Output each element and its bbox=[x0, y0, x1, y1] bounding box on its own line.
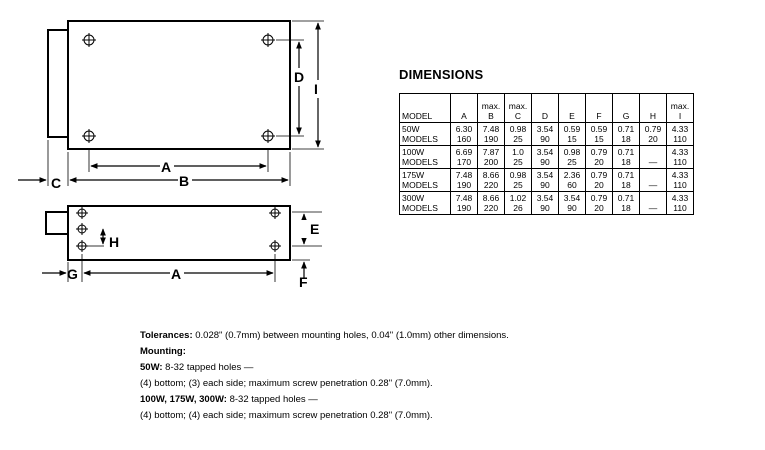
model-cell: 50W MODELS bbox=[400, 123, 451, 146]
model-cell: 100W MODELS bbox=[400, 146, 451, 169]
value-cell: 4.33 110 bbox=[667, 169, 694, 192]
value-cell: 2.36 60 bbox=[559, 169, 586, 192]
value-cell: 0.79 20 bbox=[586, 146, 613, 169]
label-e: E bbox=[310, 221, 320, 237]
dimensions-table bbox=[399, 93, 694, 215]
label-c: C bbox=[51, 175, 62, 191]
header-cell: A bbox=[451, 94, 478, 123]
value-cell: — bbox=[640, 192, 667, 215]
top-view-body bbox=[68, 21, 290, 149]
top-view-side-flange bbox=[48, 30, 68, 137]
label-b: B bbox=[179, 173, 190, 189]
value-cell: — bbox=[640, 169, 667, 192]
label-d: D bbox=[294, 69, 305, 85]
value-cell: 7.87 200 bbox=[478, 146, 505, 169]
value-cell: 0.59 15 bbox=[559, 123, 586, 146]
model-cell: 300W MODELS bbox=[400, 192, 451, 215]
value-cell: 3.54 90 bbox=[532, 192, 559, 215]
notes-block bbox=[140, 328, 509, 424]
value-cell: 7.48 190 bbox=[451, 192, 478, 215]
label-h: H bbox=[109, 234, 120, 250]
label-i: I bbox=[314, 81, 318, 97]
mounting-line-100w: 100W, 175W, 300W: 8-32 tapped holes — bbox=[140, 394, 318, 405]
table-header-row bbox=[400, 94, 694, 123]
value-cell: 0.71 18 bbox=[613, 123, 640, 146]
header-cell: G bbox=[613, 94, 640, 123]
mounting-line-50w-detail: (4) bottom; (3) each side; maximum screw penetration 0.28" (7.0mm). bbox=[140, 378, 433, 389]
value-cell: 1.0 25 bbox=[505, 146, 532, 169]
mounting-line-50w: 50W: 8-32 tapped holes — bbox=[140, 362, 254, 373]
header-cell: max. C bbox=[505, 94, 532, 123]
header-cell: max. I bbox=[667, 94, 694, 123]
value-cell: 8.66 220 bbox=[478, 169, 505, 192]
value-cell: 0.98 25 bbox=[559, 146, 586, 169]
value-cell: 0.59 15 bbox=[586, 123, 613, 146]
value-cell: 0.79 20 bbox=[586, 192, 613, 215]
side-view-flange bbox=[46, 212, 68, 234]
value-cell: 0.98 25 bbox=[505, 169, 532, 192]
table-row bbox=[400, 192, 694, 215]
mounting-line-100w-detail: (4) bottom; (4) each side; maximum screw penetration 0.28" (7.0mm). bbox=[140, 410, 433, 421]
side-view-body bbox=[68, 206, 290, 260]
value-cell: 8.66 220 bbox=[478, 192, 505, 215]
side-view-mounting-holes bbox=[76, 207, 281, 252]
label-a-side: A bbox=[171, 266, 182, 282]
tolerances-line: Tolerances: 0.028" (0.7mm) between mounting holes, 0.04" (1.0mm) other dimensions. bbox=[140, 330, 509, 341]
value-cell: 3.54 90 bbox=[532, 146, 559, 169]
value-cell: 6.30 160 bbox=[451, 123, 478, 146]
value-cell: 7.48 190 bbox=[478, 123, 505, 146]
header-cell: E bbox=[559, 94, 586, 123]
value-cell: 7.48 190 bbox=[451, 169, 478, 192]
header-cell: MODEL bbox=[400, 94, 451, 123]
value-cell: 3.54 90 bbox=[532, 123, 559, 146]
table-row bbox=[400, 123, 694, 146]
value-cell: 0.71 18 bbox=[613, 146, 640, 169]
value-cell: 4.33 110 bbox=[667, 192, 694, 215]
value-cell: 3.54 90 bbox=[559, 192, 586, 215]
value-cell: 0.79 20 bbox=[640, 123, 667, 146]
table-row bbox=[400, 146, 694, 169]
header-cell: H bbox=[640, 94, 667, 123]
mounting-heading: Mounting: bbox=[140, 346, 186, 357]
value-cell: 0.71 18 bbox=[613, 169, 640, 192]
header-cell: max. B bbox=[478, 94, 505, 123]
value-cell: 0.98 25 bbox=[505, 123, 532, 146]
table-row bbox=[400, 169, 694, 192]
label-f: F bbox=[299, 274, 308, 290]
model-cell: 175W MODELS bbox=[400, 169, 451, 192]
top-view-mounting-holes bbox=[82, 33, 275, 143]
header-cell: F bbox=[586, 94, 613, 123]
dimensions-title: DIMENSIONS bbox=[399, 67, 484, 82]
value-cell: 3.54 90 bbox=[532, 169, 559, 192]
value-cell: 0.71 18 bbox=[613, 192, 640, 215]
value-cell: 4.33 110 bbox=[667, 146, 694, 169]
label-a-top: A bbox=[161, 159, 172, 175]
value-cell: 4.33 110 bbox=[667, 123, 694, 146]
value-cell: 6.69 170 bbox=[451, 146, 478, 169]
value-cell: — bbox=[640, 146, 667, 169]
value-cell: 0.79 20 bbox=[586, 169, 613, 192]
value-cell: 1.02 26 bbox=[505, 192, 532, 215]
label-g: G bbox=[67, 266, 78, 282]
header-cell: D bbox=[532, 94, 559, 123]
